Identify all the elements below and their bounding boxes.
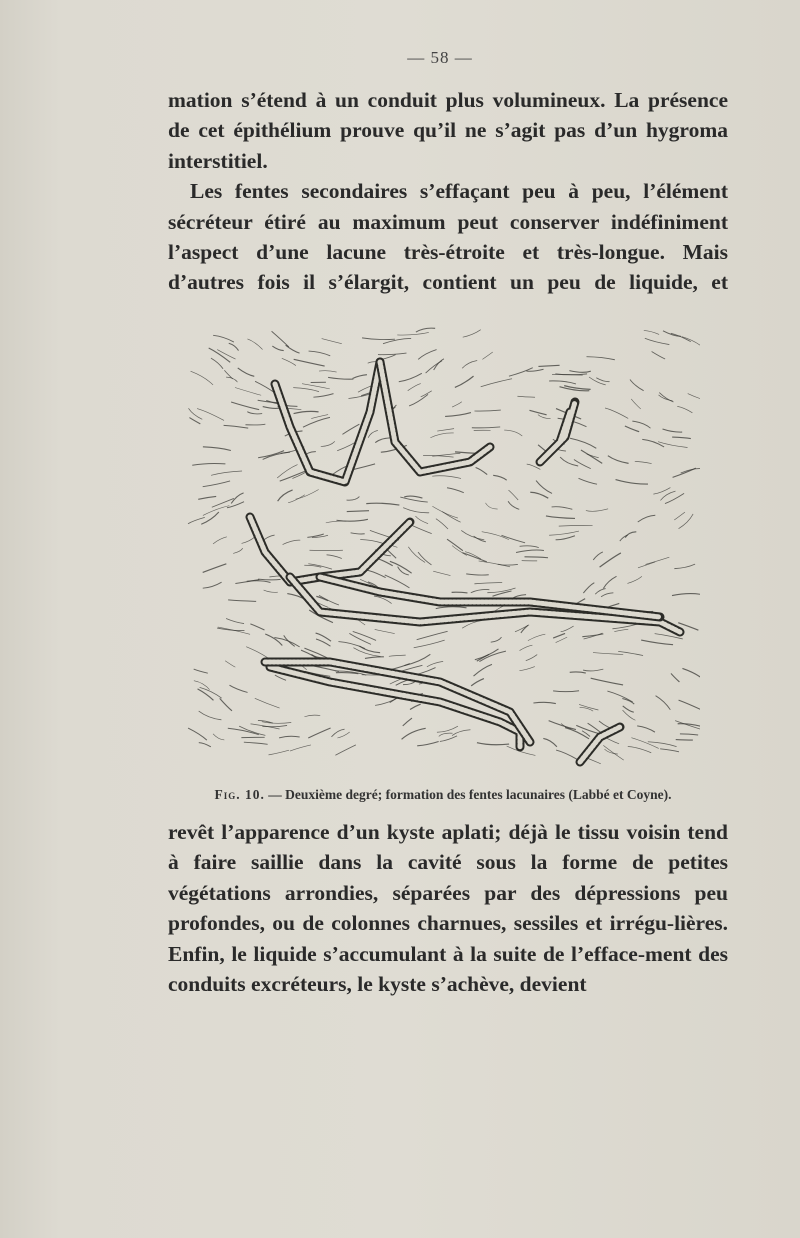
fiber-stroke [408, 384, 421, 391]
fiber-stroke [319, 371, 337, 372]
fiber-stroke [432, 476, 461, 479]
fiber-stroke [556, 637, 568, 642]
fiber-stroke [244, 742, 268, 744]
fiber-stroke [491, 637, 502, 642]
fiber-stroke [493, 475, 506, 480]
fiber-stroke [530, 492, 548, 498]
fiber-stroke [652, 352, 666, 360]
histology-engraving [180, 322, 700, 770]
fiber-stroke [375, 698, 397, 705]
engraving-illustration [180, 322, 700, 770]
fiber-stroke [258, 720, 273, 723]
fiber-stroke [520, 546, 539, 548]
fiber-stroke [447, 539, 463, 550]
fiber-stroke [517, 396, 535, 397]
fiber-stroke [218, 627, 250, 634]
fiber-stroke [437, 726, 458, 732]
fiber-stroke [462, 361, 477, 369]
fiber-stroke [203, 506, 229, 516]
fiber-stroke [327, 555, 342, 559]
fiber-stroke [265, 634, 282, 645]
fiber-stroke [439, 733, 453, 736]
fiber-stroke [331, 729, 344, 737]
fiber-stroke [228, 728, 259, 734]
fiber-stroke [378, 353, 407, 355]
fiber-stroke [229, 343, 239, 350]
fiber-stroke [559, 526, 593, 527]
fiber-stroke [549, 531, 579, 535]
fiber-stroke [486, 503, 498, 509]
fiber-stroke [275, 675, 286, 680]
fiber-stroke [336, 519, 367, 521]
fiber-stroke [199, 711, 222, 720]
fiber-stroke [211, 358, 223, 369]
fiber-stroke [601, 593, 613, 597]
fiber-stroke [630, 379, 644, 390]
fiber-stroke [625, 532, 636, 538]
fiber-stroke [397, 332, 429, 335]
fiber-stroke [188, 728, 207, 740]
fiber-stroke [678, 724, 700, 728]
fiber-stroke [600, 553, 621, 567]
fiber-stroke [474, 583, 502, 584]
fiber-stroke [432, 453, 460, 456]
fiber-stroke [586, 357, 614, 360]
fiber-stroke [203, 447, 231, 451]
fiber-stroke [644, 330, 659, 334]
fiber-stroke [294, 411, 319, 413]
fiber-stroke [504, 430, 522, 436]
fiber-stroke [414, 640, 445, 648]
upper-text [168, 85, 728, 298]
fiber-stroke [603, 576, 616, 588]
fiber-stroke [618, 651, 643, 655]
fiber-stroke [631, 399, 640, 409]
fiber-stroke [201, 512, 219, 524]
fiber-stroke [463, 330, 481, 338]
fiber-stroke [466, 574, 489, 575]
fiber-stroke [671, 673, 679, 682]
fiber-stroke [556, 750, 577, 759]
fiber-stroke [477, 743, 509, 745]
fiber-stroke [455, 376, 474, 387]
fiber-stroke [462, 553, 486, 562]
fiber-stroke [638, 562, 655, 568]
fiber-stroke [605, 408, 628, 418]
fiber-stroke [645, 557, 669, 564]
fiber-stroke [641, 640, 673, 645]
fiber-stroke [308, 564, 332, 569]
paragraph-2: Les fentes secondaires s’effaçant peu à peu, l’élément sécréteur étiré au maximum peut conserver indéfiniment l’aspect d’une lacune très-étroite et très-longue. Mais d’autres fois il s’élargit, contient un peu de liquide, et [168, 179, 728, 295]
fiber-stroke [264, 590, 278, 592]
fiber-stroke [245, 424, 265, 425]
fiber-stroke [328, 377, 353, 379]
fiber-stroke [612, 624, 637, 629]
fiber-stroke [198, 496, 216, 499]
fiber-stroke [493, 591, 512, 596]
fiber-stroke [519, 667, 534, 671]
fiber-stroke [679, 700, 700, 710]
fiber-stroke [508, 501, 519, 509]
fiber-stroke [417, 741, 438, 745]
fiber-stroke [665, 493, 684, 503]
fiber-stroke [415, 516, 428, 524]
fiber-stroke [426, 361, 442, 373]
fiber-stroke [200, 687, 222, 698]
fiber-stroke [432, 506, 458, 518]
fiber-stroke [224, 425, 249, 428]
fiber-stroke [608, 456, 629, 464]
fiber-stroke [409, 394, 428, 406]
fiber-stroke [516, 550, 544, 552]
fiber-stroke [638, 515, 656, 522]
fiber-stroke [199, 743, 211, 747]
fiber-stroke [189, 418, 200, 424]
fiber-stroke [213, 734, 224, 740]
fiber-stroke [538, 415, 551, 419]
fiber-stroke [381, 355, 395, 360]
fiber-stroke [316, 639, 330, 646]
fiber-stroke [524, 557, 548, 558]
fiber-stroke [581, 450, 602, 463]
fiber-stroke [217, 628, 244, 631]
fiber-stroke [250, 624, 264, 630]
fiber-stroke [674, 564, 695, 569]
fiber-stroke [404, 496, 422, 498]
fiber-stroke [226, 619, 244, 624]
fiber-stroke [389, 655, 406, 656]
fiber-stroke [231, 402, 259, 410]
fiber-stroke [365, 657, 384, 659]
fiber-stroke [368, 430, 378, 437]
fiber-stroke [353, 375, 367, 379]
fiber-stroke [677, 406, 692, 412]
fiber-stroke [233, 548, 242, 553]
fiber-stroke [188, 517, 205, 523]
fiber-stroke [212, 498, 234, 507]
fiber-stroke [645, 338, 670, 344]
fiber-stroke [272, 346, 283, 350]
figure-caption [198, 787, 688, 803]
figure-caption-text: — Deuxième degré; formation des fentes lacunaires (Labbé et Coyne). [268, 787, 672, 802]
fiber-stroke [258, 451, 284, 458]
fiber-stroke [399, 373, 422, 381]
fiber-stroke [437, 429, 454, 431]
fiber-stroke [570, 438, 596, 448]
fiber-stroke [375, 629, 395, 633]
fiber-stroke [231, 493, 243, 504]
fiber-stroke [258, 579, 281, 580]
fiber-stroke [660, 749, 679, 752]
fiber-stroke [533, 702, 555, 703]
fiber-stroke [319, 595, 339, 605]
fiber-stroke [673, 468, 696, 477]
fiber-stroke [526, 655, 537, 661]
fiber-stroke [227, 502, 244, 508]
fiber-stroke [631, 738, 658, 749]
fiber-stroke [674, 512, 685, 520]
fiber-stroke [487, 588, 515, 593]
fiber-stroke [385, 575, 410, 588]
fiber-stroke [509, 368, 533, 376]
fiber-stroke [648, 742, 677, 747]
fiber-stroke [538, 365, 559, 366]
fiber-stroke [403, 508, 429, 513]
fiber-stroke [452, 546, 467, 556]
fiber-stroke [546, 516, 575, 518]
fiber-stroke [220, 698, 232, 710]
fiber-stroke [375, 438, 390, 443]
fiber-stroke [235, 388, 261, 396]
fiber-stroke [682, 668, 700, 681]
fiber-stroke [593, 653, 623, 655]
fiber-stroke [410, 704, 421, 709]
fiber-stroke [408, 547, 425, 563]
fiber-stroke [569, 371, 590, 373]
fiber-stroke [579, 478, 598, 484]
fiber-stroke [672, 594, 700, 596]
fiber-stroke [433, 571, 450, 575]
fiber-stroke [418, 350, 436, 360]
fiber-stroke [481, 379, 512, 387]
paragraph-3: revêt l’apparence d’un kyste aplati; déjà le tissu voisin tend à faire saillie dans la cavité sous la forme de petites végétations arrondies, séparées par des dépressions peu profondes, ou de colonnes charnues, sessiles et irrégu-lières. Enfin, le liquide s’accumulant à la suite de l’efface-ment des conduits excréteurs, le kyste s’achève, devient [168, 820, 728, 997]
fiber-stroke [543, 738, 557, 746]
fiber-stroke [225, 661, 235, 667]
fiber-stroke [471, 679, 484, 686]
fiber-stroke [625, 426, 639, 432]
fiber-stroke [521, 625, 528, 633]
fiber-stroke [279, 736, 300, 738]
fiber-stroke [479, 561, 510, 567]
fiber-stroke [482, 532, 509, 540]
fiber-stroke [452, 592, 468, 593]
fiber-stroke [672, 437, 691, 438]
fiber-stroke [660, 491, 675, 500]
fiber-stroke [417, 631, 448, 639]
fiber-stroke [213, 537, 227, 544]
fiber-stroke [570, 672, 586, 673]
fiber-stroke [586, 509, 608, 511]
fiber-stroke [303, 417, 330, 427]
fiber-stroke [349, 633, 371, 644]
fiber-stroke [337, 732, 349, 738]
fiber-stroke [213, 335, 234, 342]
fiber-stroke [286, 345, 300, 353]
fiber-stroke [465, 552, 481, 559]
fiber-stroke [560, 457, 578, 466]
fiber-stroke [247, 339, 262, 350]
fiber-stroke [445, 413, 471, 417]
fiber-stroke [583, 583, 594, 593]
fiber-stroke [272, 331, 289, 347]
fiber-stroke [620, 535, 628, 541]
fiber-stroke [290, 745, 311, 751]
fiber-stroke [342, 424, 359, 434]
fiber-stroke [269, 750, 289, 755]
fiber-stroke [561, 626, 574, 632]
fiber-stroke [335, 745, 355, 755]
fiber-stroke [663, 429, 683, 432]
fiber-stroke [635, 461, 652, 463]
fiber-stroke [552, 507, 573, 510]
duct-epithelium [275, 362, 380, 482]
fiber-stroke [402, 728, 426, 739]
fiber-stroke [313, 394, 333, 398]
fiber-stroke [366, 503, 399, 505]
fiber-stroke [549, 721, 576, 730]
fiber-stroke [347, 511, 369, 512]
fiber-stroke [595, 589, 605, 595]
fiber-stroke [434, 359, 444, 370]
fiber-stroke [632, 421, 650, 428]
fiber-stroke [403, 718, 412, 726]
page-number: — 58 — [407, 48, 473, 67]
fiber-stroke [228, 600, 256, 601]
fiber-stroke [353, 631, 376, 640]
fiber-stroke [607, 691, 632, 702]
fiber-stroke [536, 481, 552, 494]
fiber-stroke [304, 715, 320, 717]
fiber-stroke [593, 552, 603, 560]
fiber-stroke [501, 535, 525, 543]
fiber-stroke [591, 678, 623, 685]
fiber-stroke [628, 747, 651, 753]
fiber-stroke [452, 402, 462, 407]
fiber-stroke [574, 459, 591, 468]
fiber-stroke [679, 514, 694, 529]
fiber-stroke [653, 488, 670, 495]
fiber-stroke [520, 645, 533, 650]
fiber-stroke [656, 696, 671, 710]
fiber-stroke [203, 564, 227, 573]
fiber-stroke [229, 685, 247, 692]
fiber-stroke [427, 661, 443, 666]
fiber-stroke [302, 384, 330, 389]
fiber-stroke [555, 374, 587, 375]
fiber-stroke [191, 371, 213, 385]
fiber-stroke [347, 497, 360, 501]
fiber-stroke [283, 540, 301, 544]
fiber-stroke [198, 689, 214, 700]
fiber-stroke [447, 488, 464, 493]
fiber-stroke [321, 441, 335, 446]
fiber-stroke [553, 633, 565, 638]
fiber-stroke [418, 552, 431, 565]
fiber-stroke [637, 726, 655, 732]
fiber-stroke [549, 381, 576, 384]
lower-text [168, 817, 728, 999]
fiber-stroke [194, 669, 208, 673]
fiber-stroke [203, 582, 222, 588]
fiber-stroke [476, 467, 488, 474]
fiber-stroke [242, 537, 255, 544]
paragraph-1-line-2: de cet épithélium prouve qu’il ne s’agit pas d’un hygroma [168, 118, 728, 143]
fiber-stroke [596, 378, 609, 382]
fiber-stroke [627, 576, 641, 583]
fiber-stroke [436, 519, 448, 529]
fiber-stroke [211, 471, 242, 475]
fiber-stroke [482, 352, 492, 359]
fiber-stroke [509, 490, 519, 500]
figure-label: Fig. 10. [214, 787, 265, 802]
fiber-stroke [583, 669, 603, 671]
fiber-stroke [255, 698, 280, 708]
fiber-stroke [528, 634, 545, 640]
fiber-stroke [440, 736, 457, 742]
fiber-stroke [247, 412, 262, 414]
fiber-stroke [671, 333, 691, 341]
fiber-stroke [308, 728, 330, 738]
fiber-stroke [529, 410, 546, 415]
fiber-stroke [616, 480, 648, 485]
fiber-stroke [203, 481, 230, 487]
fiber-stroke [351, 533, 365, 534]
fiber-stroke [362, 338, 395, 340]
fiber-stroke [472, 427, 500, 428]
fiber-stroke [238, 368, 255, 376]
fiber-stroke [471, 589, 490, 592]
fiber-stroke [416, 328, 435, 332]
fiber-stroke [603, 745, 623, 760]
fiber-stroke [614, 629, 628, 631]
fiber-stroke [556, 536, 575, 540]
fiber-stroke [192, 463, 225, 465]
fiber-stroke [322, 339, 342, 344]
fiber-stroke [688, 394, 700, 401]
fiber-stroke [309, 351, 331, 356]
fiber-stroke [442, 512, 460, 523]
fiber-stroke [474, 410, 500, 411]
fiber-stroke [452, 730, 470, 736]
paragraph-1-line-1: mation s’étend à un conduit plus volumineux. La présence [168, 88, 728, 112]
fiber-stroke [461, 530, 484, 539]
paragraph-1-line-3: interstitiel. [168, 148, 268, 173]
fiber-stroke [294, 359, 325, 366]
fiber-stroke [553, 691, 579, 692]
fiber-stroke [436, 607, 467, 609]
fiber-stroke [293, 388, 319, 392]
fiber-stroke [680, 734, 698, 735]
fiber-stroke [642, 439, 664, 447]
fiber-stroke [278, 490, 293, 501]
fiber-stroke [262, 722, 291, 724]
fiber-stroke [430, 433, 453, 438]
fiber-stroke [623, 706, 634, 712]
fiber-stroke [400, 497, 427, 502]
fiber-stroke [658, 442, 687, 448]
fiber-stroke [296, 489, 319, 499]
fiber-stroke [474, 664, 492, 676]
